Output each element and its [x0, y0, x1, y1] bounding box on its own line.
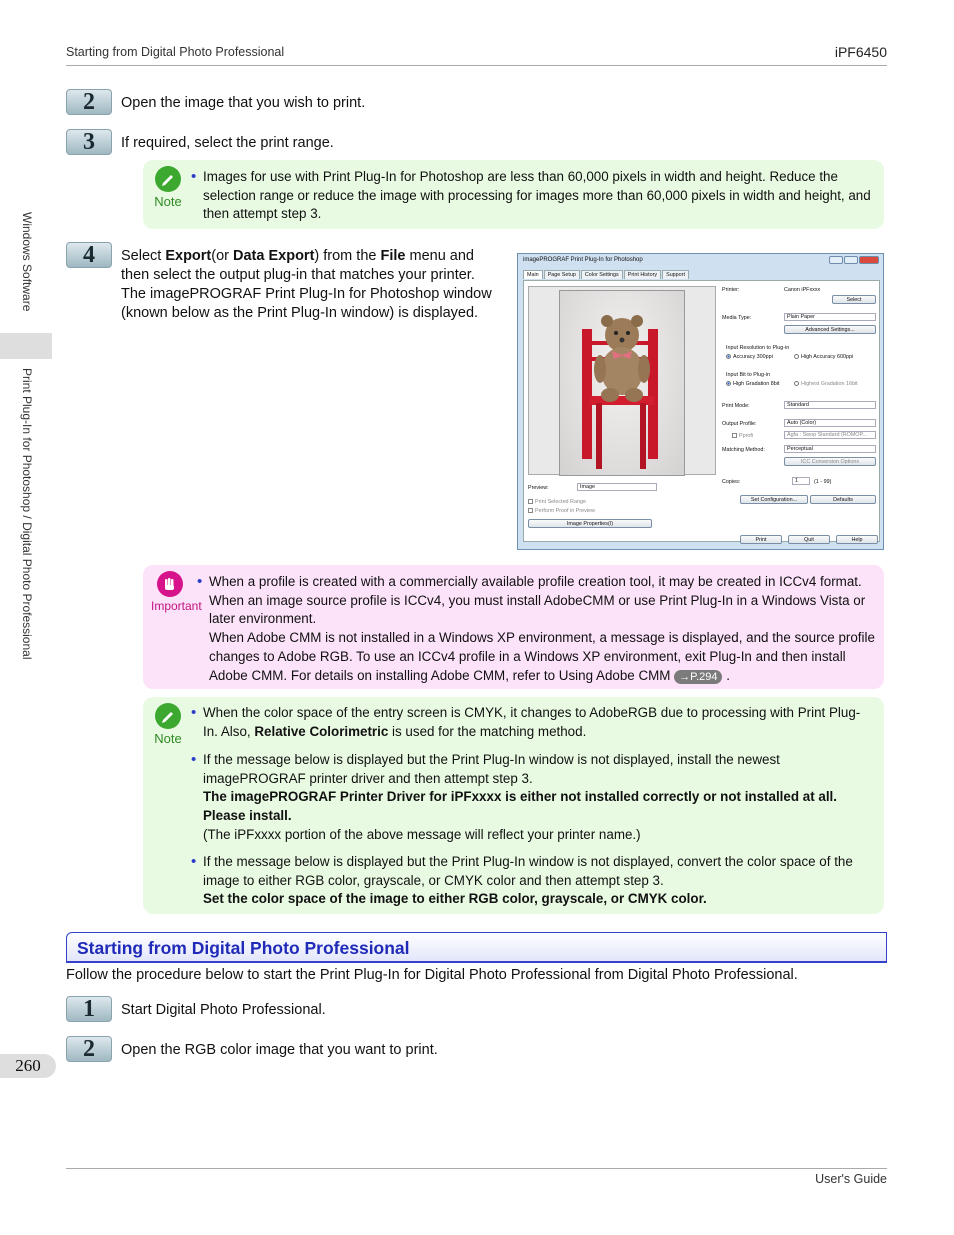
note-label: Note: [154, 194, 182, 209]
tab-print-history[interactable]: Print History: [624, 270, 661, 279]
output-profile-label: Output Profile:: [722, 421, 757, 427]
note-box: [143, 160, 884, 229]
note-bullet: • If the message below is displayed but the Print Plug-In window is not displayed, convert the color space of the image to either RGB color, grayscale, or CMYK color and then attempt step 3. Set the color space of the image to either RGB color, grayscale, or CMYK color.: [191, 853, 853, 907]
print-button[interactable]: Print: [740, 535, 782, 544]
image-properties-button[interactable]: Image Properties(I): [528, 519, 652, 528]
quit-button[interactable]: Quit: [788, 535, 830, 544]
note-icon: [149, 703, 187, 746]
step-text: Open the image that you wish to print.: [121, 95, 366, 111]
footer-rule: [66, 1168, 887, 1169]
set-configuration-button[interactable]: Set Configuration...: [740, 495, 808, 504]
matching-method-select[interactable]: Perceptual: [784, 445, 876, 453]
accuracy-600-radio[interactable]: High Accuracy 600ppi: [794, 354, 853, 360]
step-number: 4: [66, 242, 112, 268]
step-text: Select Export(or Data Export) from the File menu and then select the output plug-in that matches your printer. The imagePROGRAF Print Plug-In for Photoshop window (known below as the Print Plug-In window) is displayed.: [121, 248, 492, 321]
footer-guide-name: User's Guide: [815, 1172, 887, 1186]
close-icon[interactable]: [859, 256, 879, 264]
step-number: 3: [66, 129, 112, 155]
note-bullet: • Images for use with Print Plug-In for Photoshop are less than 60,000 pixels in width and height. Reduce the selection range or reduce the image with processing for images more than 60,000 pixels in width and height, and then attempt step 3.: [191, 168, 871, 222]
page-reference-link[interactable]: →P.294: [674, 670, 722, 684]
minimize-icon[interactable]: [829, 256, 843, 264]
tab-color-settings[interactable]: Color Settings: [581, 270, 623, 279]
note-bullet: • If the message below is displayed but the Print Plug-In window is not displayed, install the newest imagePROGRAF printer driver and then attempt step 3. The imagePROGRAF Printer Driver for iPFxxxx is either not installed correctly or not installed at all. Please install. (The iPFxxxx portion of the above message will reflect your printer name.): [191, 751, 837, 842]
important-label: Important: [151, 599, 202, 613]
gradation-8bit-radio[interactable]: High Gradation 8bit: [726, 381, 779, 387]
step-number: 2: [66, 89, 112, 115]
help-button[interactable]: Help: [836, 535, 878, 544]
preview-area: [528, 286, 716, 475]
section-intro: Follow the procedure below to start the Print Plug-In for Digital Photo Professional from Digital Photo Professional.: [66, 967, 798, 983]
tab-main[interactable]: Main: [523, 270, 543, 279]
media-type-select[interactable]: Plain Paper: [784, 313, 876, 321]
copies-label: Copies:: [722, 479, 741, 485]
printer-label: Printer:: [722, 287, 740, 293]
note-bullet: • When the color space of the entry screen is CMYK, it changes to AdobeRGB due to processing with Print Plug-In. Also, Relative Colorimetric is used for the matching method.: [191, 704, 861, 739]
pprofi-select[interactable]: Agfa : Swop Standard (ROMOP...: [784, 431, 876, 439]
copies-input[interactable]: 1: [792, 477, 810, 485]
important-bullet: • When a profile is created with a commercially available profile creation tool, it may be created in ICCv4 format. When an image source profile is ICCv4, you must install AdobeCMM or use Print Plug-In in a Windows Vista or later environment. When Adobe CMM is not installed in a Windows XP environment, a message is displayed, and the source profile changes to Adobe RGB. To use an ICCv4 profile in a Windows XP environment, exit Plug-In and then install Adobe CMM. For details on installing Adobe CMM, refer to Using Adobe CMM →P.294 .: [197, 573, 875, 683]
header-model: iPF6450: [834, 44, 887, 60]
step-text: Open the RGB color image that you want to print.: [121, 1042, 438, 1058]
important-box: [143, 565, 884, 689]
gradation-16bit-radio[interactable]: Highest Gradation 16bit: [794, 381, 858, 387]
print-plugin-window: [517, 253, 884, 550]
step-number: 2: [66, 1036, 112, 1062]
sidebar-chapter-label: Print Plug-In for Photoshop / Digital Photo Professional: [20, 368, 34, 660]
window-title: imagePROGRAF Print Plug-In for Photoshop: [523, 257, 643, 263]
note-label: Note: [154, 731, 182, 746]
perform-proof-checkbox[interactable]: Perform Proof in Preview: [528, 508, 595, 514]
accuracy-300-radio[interactable]: Accuracy 300ppi: [726, 354, 773, 360]
output-profile-select[interactable]: Auto (Color): [784, 419, 876, 427]
print-selected-range-checkbox[interactable]: Print Selected Range: [528, 499, 586, 505]
step-number: 1: [66, 996, 112, 1022]
print-mode-select[interactable]: Standard: [784, 401, 876, 409]
copies-range: (1 - 99): [814, 479, 832, 485]
header-rule: [66, 65, 887, 66]
note-icon: [149, 166, 187, 209]
pprofi-checkbox[interactable]: Pprofi: [732, 433, 753, 439]
sidebar-section-label: Windows Software: [20, 212, 34, 312]
maximize-icon[interactable]: [844, 256, 858, 264]
tab-support[interactable]: Support: [662, 270, 689, 279]
step-text: If required, select the print range.: [121, 135, 334, 151]
important-icon: [151, 571, 202, 613]
advanced-settings-button[interactable]: Advanced Settings...: [784, 325, 876, 334]
print-mode-label: Print Mode:: [722, 403, 750, 409]
matching-method-label: Matching Method:: [722, 447, 765, 453]
section-rule: [66, 961, 887, 963]
section-heading: Starting from Digital Photo Professional: [66, 932, 887, 962]
input-resolution-label: Input Resolution to Plug-in: [726, 345, 790, 351]
sidebar-marker: [0, 333, 52, 359]
preview-select[interactable]: Image: [577, 483, 657, 491]
input-bit-label: Input Bit to Plug-in: [726, 372, 771, 378]
printer-value: Canon iPFxxxx: [784, 287, 821, 293]
step-text: Start Digital Photo Professional.: [121, 1002, 326, 1018]
page-number: 260: [0, 1054, 56, 1078]
icc-conversion-button[interactable]: ICC Conversion Options: [784, 457, 876, 466]
teddy-bear-photo: [559, 290, 685, 476]
tab-page-setup[interactable]: Page Setup: [544, 270, 580, 279]
preview-label: Preview:: [528, 485, 549, 491]
header-section-title: Starting from Digital Photo Professional: [66, 45, 285, 59]
select-printer-button[interactable]: Select: [832, 295, 876, 304]
defaults-button[interactable]: Defaults: [810, 495, 876, 504]
note-box: [143, 697, 884, 914]
media-type-label: Media Type:: [722, 315, 752, 321]
